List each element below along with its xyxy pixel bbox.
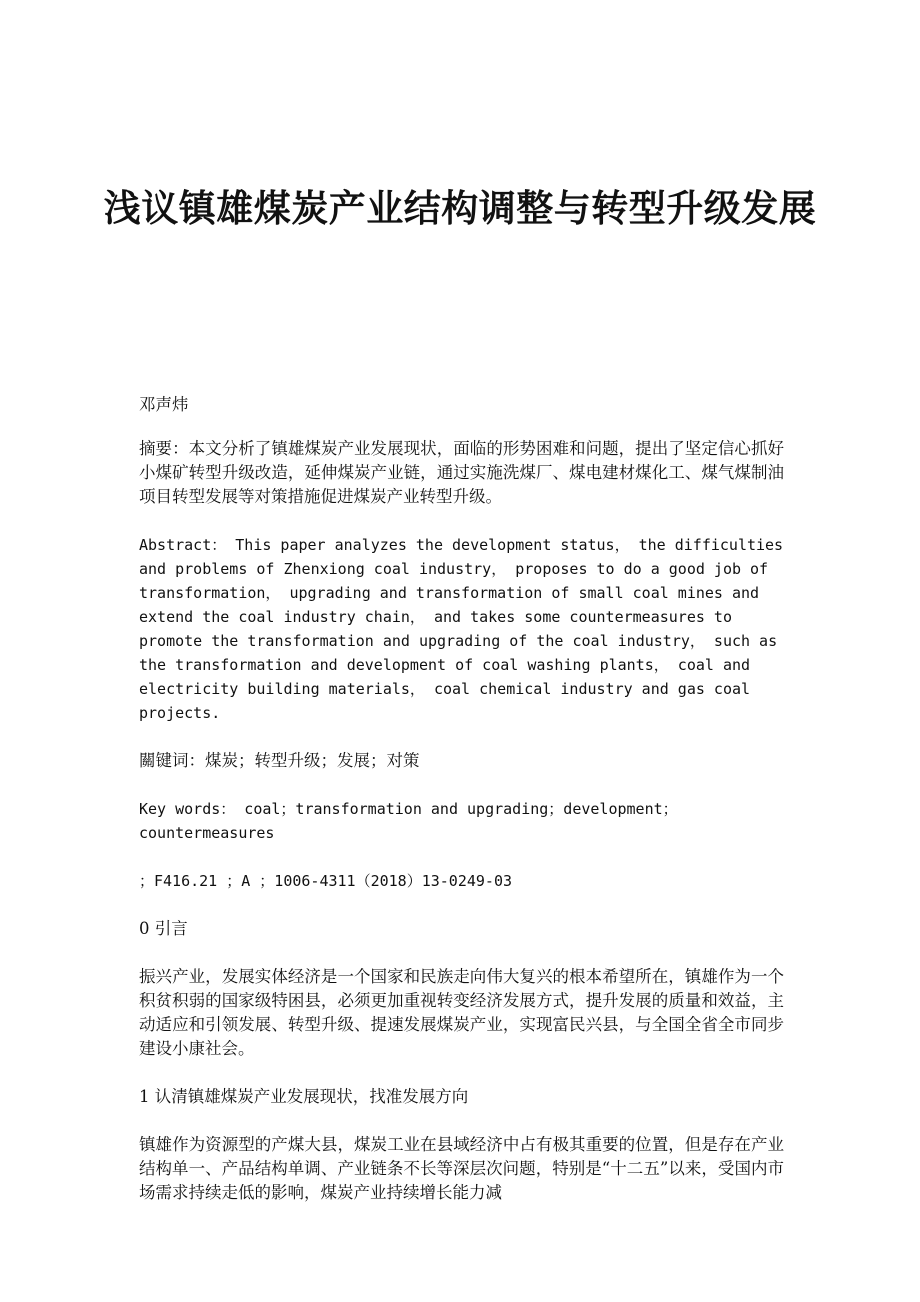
section-paragraph: 镇雄作为资源型的产煤大县，煤炭工业在县域经济中占有极其重要的位置，但是存在产业结构单一、产品结构单调、产业链条不长等深层次问题，特别是“十二五”以来，受国内市场需求持续走低的影响，煤炭产业持续增长能力减 bbox=[139, 1135, 784, 1202]
document-title: 浅议镇雄煤炭产业结构调整与转型升级发展 bbox=[103, 187, 817, 230]
author-name: 邓声炜 bbox=[139, 395, 189, 414]
section-paragraph: 振兴产业，发展实体经济是一个国家和民族走向伟大复兴的根本希望所在，镇雄作为一个积贫积弱的国家级特困县，必须更加重视转变经济发展方式，提升发展的质量和效益，主动适应和引领发展、转型升级、提速发展煤炭产业，实现富民兴县，与全国全省全市同步建设小康社会。 bbox=[139, 967, 784, 1058]
document-body bbox=[139, 393, 784, 1229]
classification-line: ；F416.21 ；A ；1006-4311（2018）13-0249-03 bbox=[139, 872, 513, 890]
abstract-chinese: 摘要：本文分析了镇雄煤炭产业发展现状，面临的形势困难和问题，提出了坚定信心抓好小煤矿转型升级改造，延伸煤炭产业链，通过实施洗煤厂、煤电建材煤化工、煤气煤制油项目转型发展等对策措施促进煤炭产业转型升级。 bbox=[139, 439, 784, 506]
section-heading: 1 认清镇雄煤炭产业发展现状，找准发展方向 bbox=[139, 1087, 469, 1106]
keywords-english: Key words： coal；transformation and upgrading；development；countermeasures bbox=[139, 800, 678, 842]
abstract-english: Abstract： This paper analyzes the development status， the difficulties and problems of Zhenxiong coal industry， proposes to do a good job of transformation， upgrading and transformation of small coal mines and extend the coal industry chain， and takes some countermeasures to promote the transformation and upgrading of the coal industry， such as the transformation and development of coal washing plants， coal and electricity building materials， coal chemical industry and gas coal projects. bbox=[139, 536, 784, 722]
keywords-chinese: 關键词：煤炭；转型升级；发展；对策 bbox=[139, 751, 420, 770]
section-heading: 0 引言 bbox=[139, 919, 188, 938]
